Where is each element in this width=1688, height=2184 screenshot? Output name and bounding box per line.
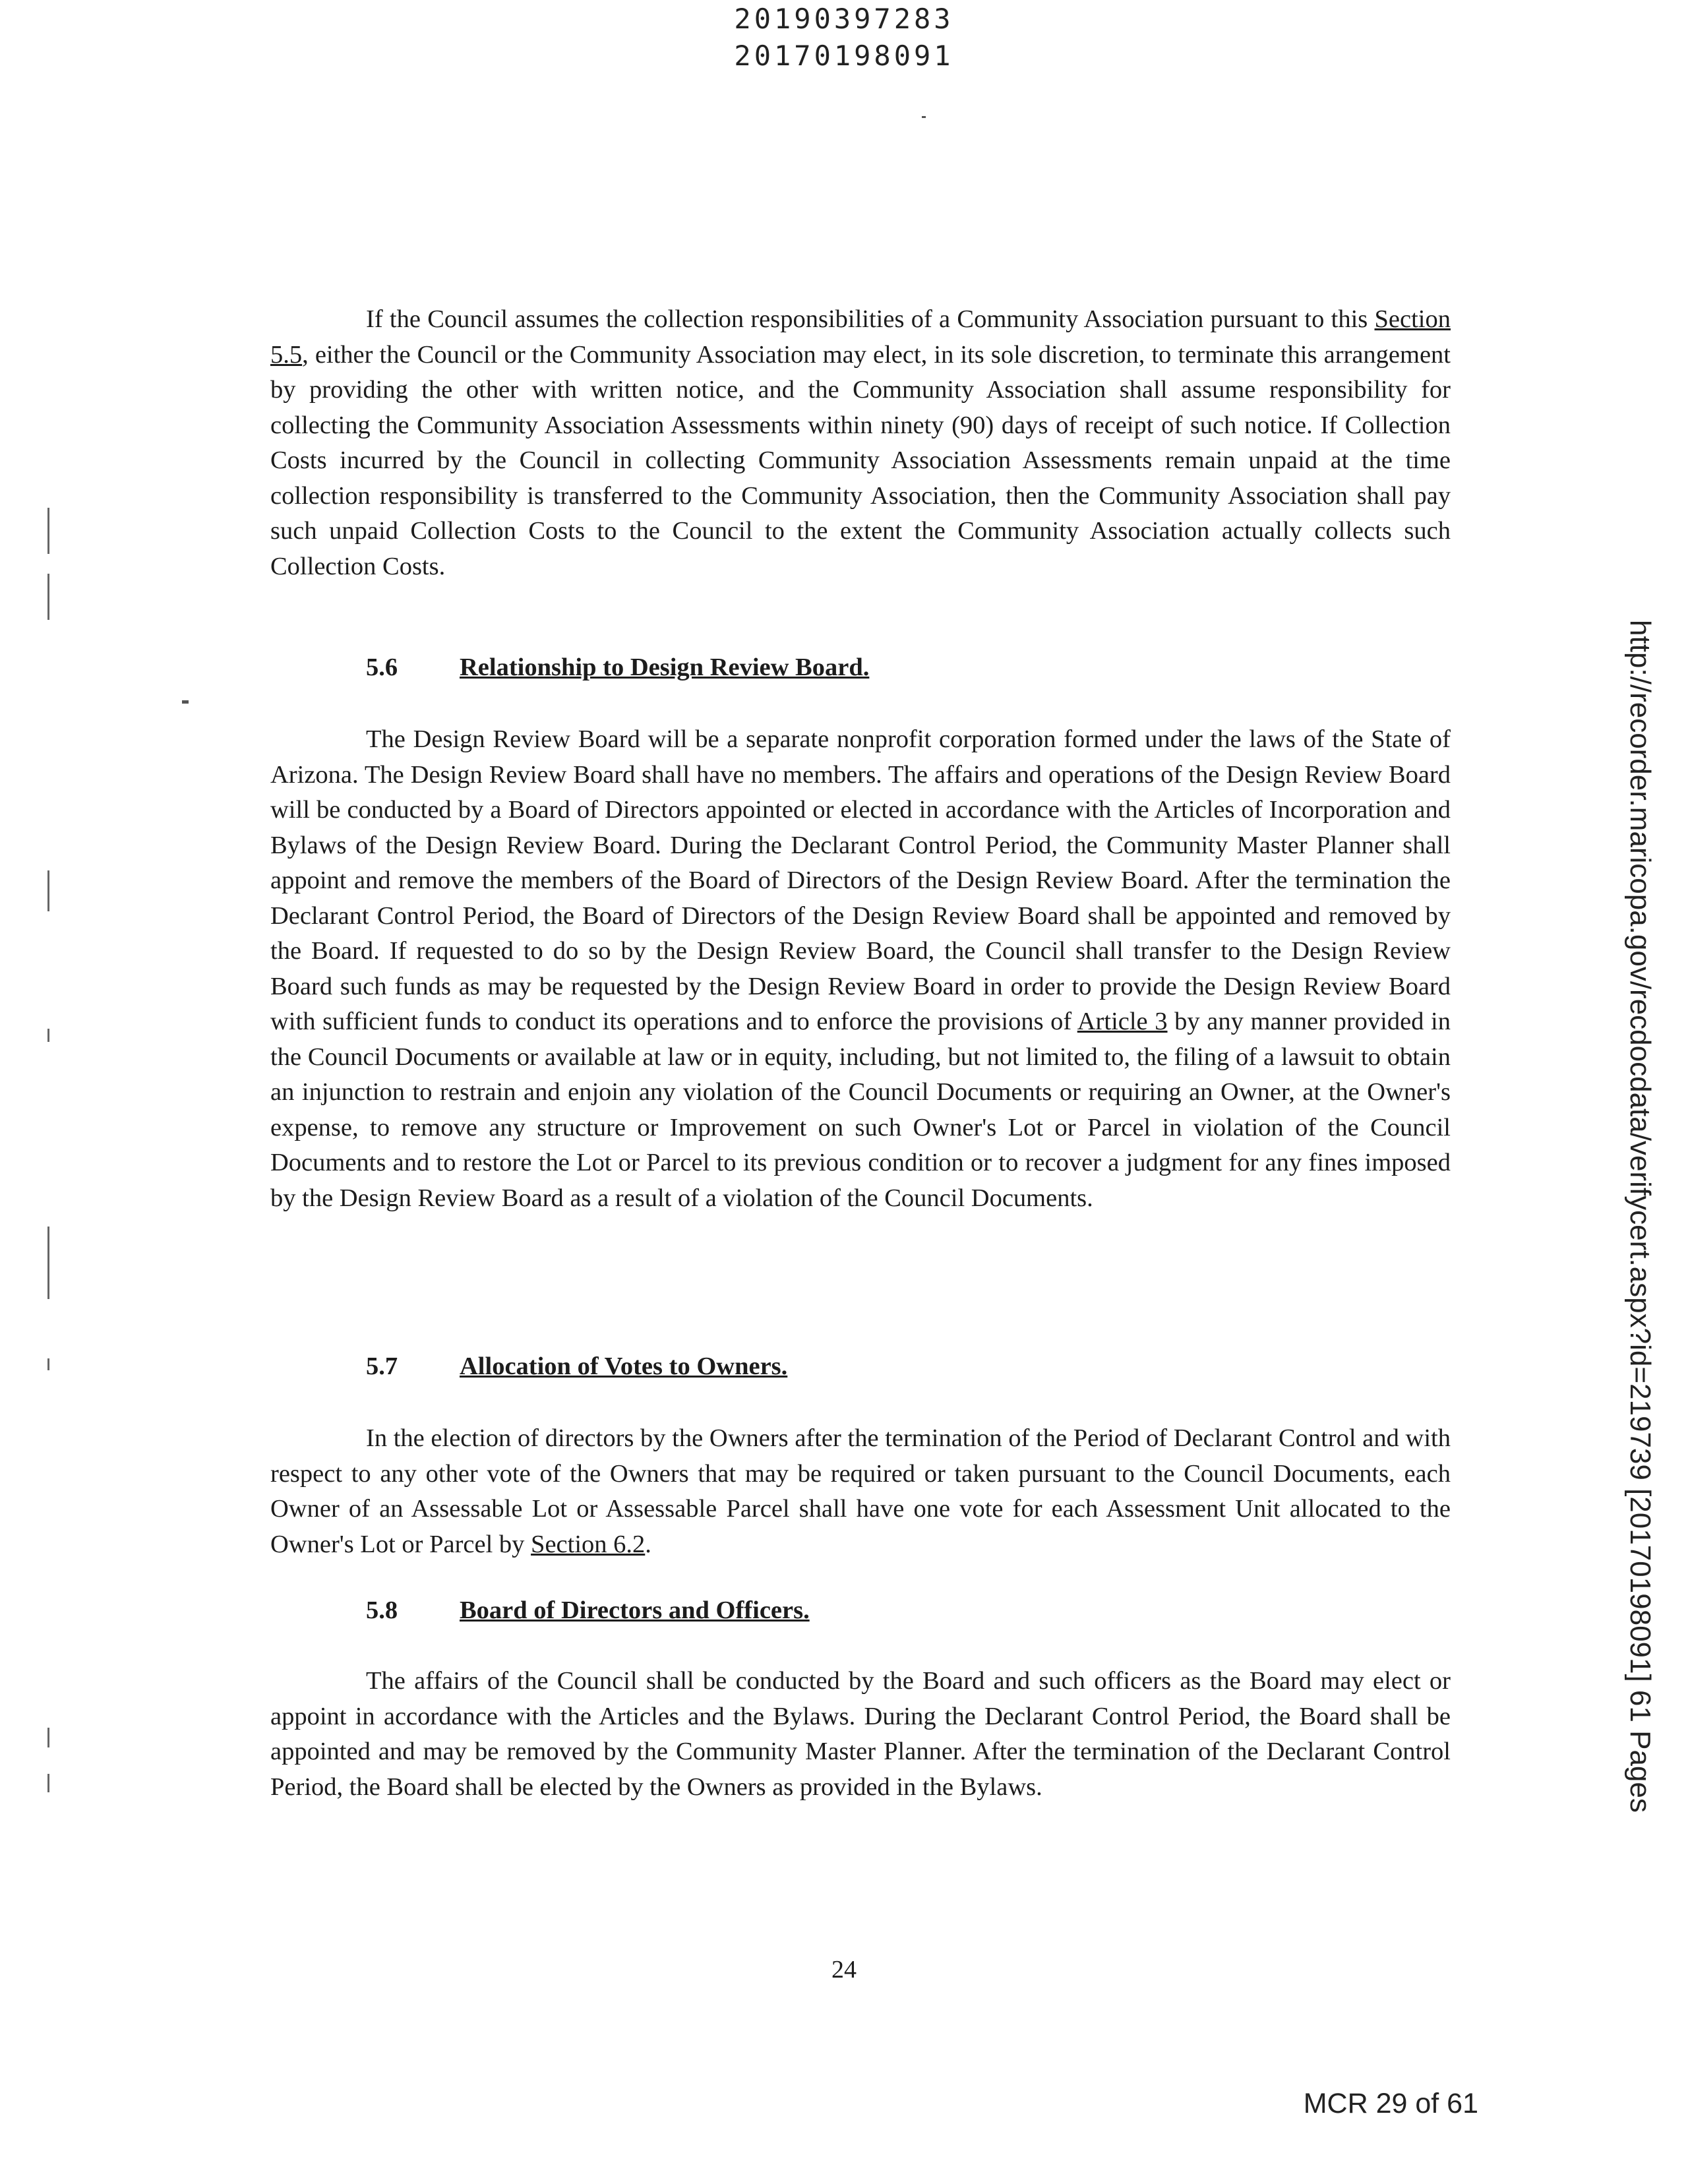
margin-bar: [47, 508, 49, 554]
section-title: Relationship to Design Review Board.: [460, 653, 870, 681]
section-reference-link: Section 6.2: [531, 1530, 646, 1558]
section-title: Board of Directors and Officers.: [460, 1596, 810, 1624]
margin-bar: [47, 1227, 49, 1299]
paragraph-allocation-of-votes: [270, 1421, 1451, 1562]
page-number: 24: [831, 1956, 857, 1984]
section-heading-5-6: [366, 653, 869, 682]
section-number: 5.7: [366, 1352, 398, 1380]
recording-number-2: 20170198091: [734, 40, 954, 72]
margin-bar: [47, 574, 49, 620]
paragraph-text: by any manner provided in the Council Documents or available at law or in equity, including, but not limited to, the filing of a lawsuit to obtain an injunction to restrain and enjoin any violation of the Council Documents or requiring an Owner, at the Owner's expense, to remove any structure or Improvement on such Owner's Lot or Parcel in violation of the Council Documents and to restore the Lot or Parcel to its previous condition or to recover a judgment for any fines imposed by the Design Review Board as a result of a violation of the Council Documents.: [270, 1008, 1451, 1212]
section-number: 5.6: [366, 653, 398, 681]
paragraph-text: , either the Council or the Community Association may elect, in its sole discretion, to terminate this arrangement by providing the other with written notice, and the Community Association shall assume responsibility for collecting the Community Association Assessments within ninety (90) days of receipt of such notice. If Collection Costs incurred by the Council in collecting Community Association Assessments remain unpaid at the time collection responsibility is transferred to the Community Association, then the Community Association shall pay such unpaid Collection Costs to the Council to the extent the Community Association actually collects such Collection Costs.: [270, 340, 1451, 580]
margin-bar: [47, 1774, 49, 1792]
scan-speck: [922, 116, 926, 118]
paragraph-design-review-board: [270, 722, 1451, 1216]
paragraph-text: In the election of directors by the Owners after the termination of the Period of Declarant Control and with respect to any other vote of the Owners that may be required or taken pursuant to the Council Documents, each Owner of an Assessable Lot or Assessable Parcel shall have one vote for each Assessment Unit allocated to the Owner's Lot or Parcel by: [270, 1424, 1451, 1558]
section-heading-5-8: [366, 1596, 810, 1625]
paragraph-board-of-directors: The affairs of the Council shall be conducted by the Board and such officers as the Board may elect or appoint in accordance with the Articles and the Bylaws. During the Declarant Control Period, the Board shall be appointed and may be removed by the Community Master Planner. After the termination of the Declarant Control Period, the Board shall be elected by the Owners as provided in the Bylaws.: [270, 1667, 1451, 1801]
margin-bar: [47, 1029, 49, 1042]
section-reference-link: Section 5.5: [270, 305, 1451, 369]
paragraph-text: .: [645, 1530, 651, 1558]
recording-number-1: 20190397283: [734, 3, 954, 35]
margin-bar: [47, 1728, 49, 1747]
section-title: Allocation of Votes to Owners.: [460, 1352, 788, 1380]
verification-url-stamp: http://recorder.maricopa.gov/recdocdata/verifycert.aspx?id=219739 [20170198091] 61 Pages: [1624, 620, 1656, 1813]
section-heading-5-7: [366, 1352, 787, 1381]
mcr-page-counter: MCR 29 of 61: [1303, 2088, 1478, 2119]
margin-bar: [47, 1358, 49, 1370]
paragraph-text: If the Council assumes the collection responsibilities of a Community Association pursuant to this: [366, 305, 1375, 333]
paragraph-collection-responsibilities: [270, 302, 1451, 584]
margin-bar: [47, 870, 49, 911]
scan-speck: [182, 700, 189, 704]
section-number: 5.8: [366, 1596, 398, 1624]
article-reference-link: Article 3: [1077, 1008, 1168, 1035]
paragraph-text: The Design Review Board will be a separate nonprofit corporation formed under the laws of the State of Arizona. The Design Review Board shall have no members. The affairs and operations of the Design Review Board will be conducted by a Board of Directors appointed or elected in accordance with the Articles of Incorporation and Bylaws of the Design Review Board. During the Declarant Control Period, the Community Master Planner shall appoint and remove the members of the Board of Directors of the Design Review Board. After the termination the Declarant Control Period, the Board of Directors of the Design Review Board shall be appointed and removed by the Board. If requested to do so by the Design Review Board, the Council shall transfer to the Design Review Board such funds as may be requested by the Design Review Board in order to provide the Design Review Board with sufficient funds to conduct its operations and to enforce the provisions of: [270, 725, 1451, 1035]
